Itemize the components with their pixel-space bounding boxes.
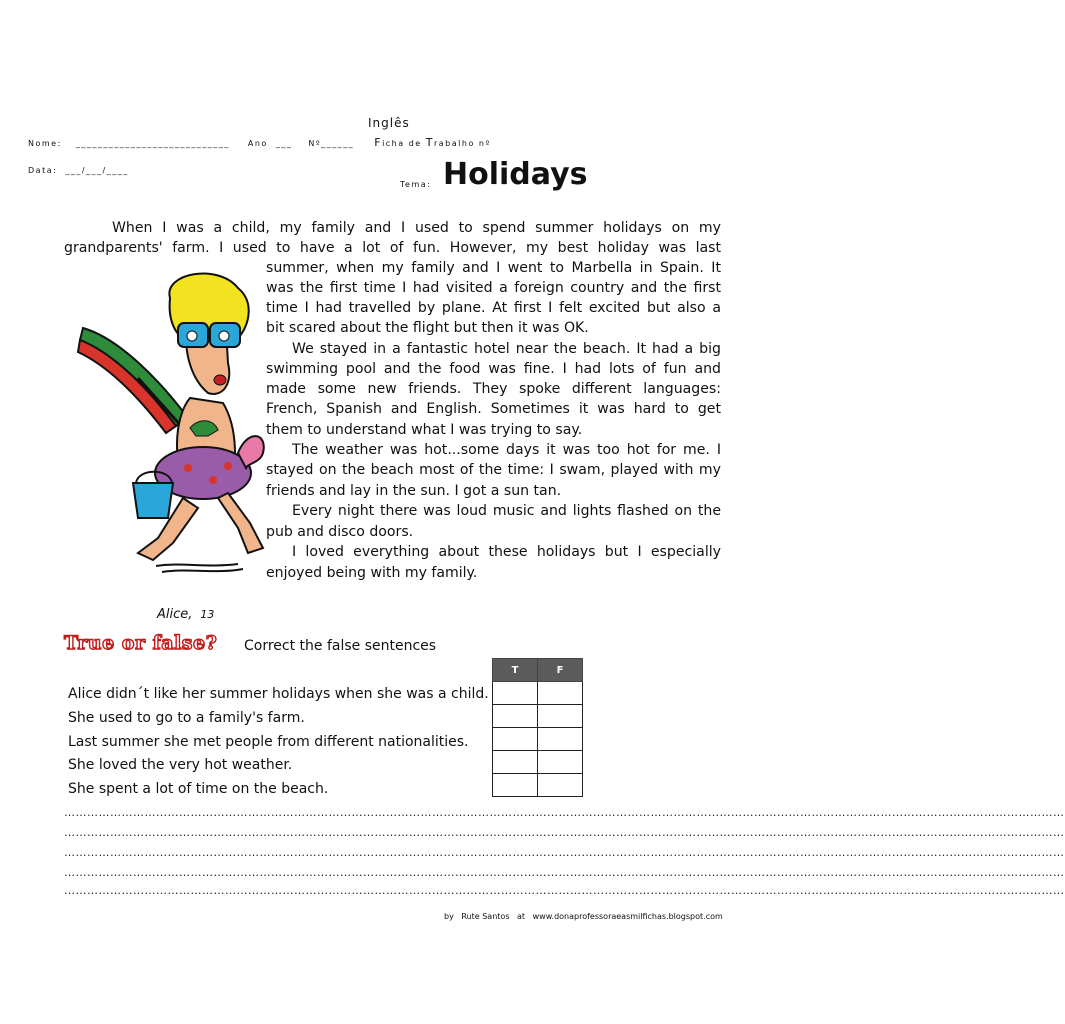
- statement-1: Alice didn´t like her summer holidays when she was a child.: [68, 686, 489, 702]
- story-line: bit scared about the flight but then it was OK.: [266, 320, 589, 336]
- number-label: Nº______: [308, 139, 355, 148]
- story-line: friends and lay in the sun. I got a sun tan.: [266, 483, 562, 499]
- story-line: pub and disco doors.: [266, 524, 414, 540]
- answer-box-true[interactable]: [493, 682, 538, 705]
- story-line: stayed on the beach most of the time: I swam, played with my: [266, 462, 721, 478]
- story-line: grandparents' farm. I used to have a lot of fun. However, my best holiday was last: [64, 240, 721, 256]
- date-blank: ___/___/____: [65, 166, 129, 175]
- answer-box-true[interactable]: [493, 774, 538, 797]
- beach-girl-clipart: [78, 268, 268, 582]
- year-label: Ano: [247, 139, 268, 148]
- table-header-row: [493, 659, 583, 682]
- name-label: Nome:: [28, 139, 62, 148]
- answer-box-false[interactable]: [538, 705, 583, 728]
- name-row: [28, 136, 491, 149]
- ficha-initial: F: [374, 136, 383, 149]
- answer-box-false[interactable]: [538, 728, 583, 751]
- subject-title: Inglês: [368, 116, 410, 130]
- name-blank: ____________________________: [75, 139, 230, 148]
- story-author: [157, 607, 214, 622]
- true-false-table: [492, 658, 583, 797]
- page-title: Holidays: [443, 157, 588, 192]
- story-line: When I was a child, my family and I used to spend summer holidays on my: [112, 220, 721, 236]
- statement-2: She used to go to a family's farm.: [68, 710, 305, 726]
- story-line: I loved everything about these holidays but I especially: [292, 544, 721, 560]
- credit-site[interactable]: www.donaprofessoraeasmilfichas.blogspot.com: [532, 912, 723, 921]
- beach-girl-icon: [78, 268, 268, 578]
- exercise-title: True or false?: [64, 632, 218, 654]
- answer-line[interactable]: ………………………………………………………………………………………………………………………………………………………………………………………………………………………………………: [64, 826, 1065, 839]
- credit-name: Rute Santos: [461, 912, 510, 921]
- story-line: The weather was hot...some days it was too hot for me. I: [292, 442, 721, 458]
- column-false: F: [538, 659, 583, 682]
- answer-box-true[interactable]: [493, 705, 538, 728]
- story-line: them to understand what I was trying to say.: [266, 422, 583, 438]
- trabalho-initial: T: [425, 136, 434, 149]
- story-line: swimming pool and the food was fine. I had lots of fun and: [266, 361, 721, 377]
- story-line: summer, when my family and I went to Marbella in Spain. It: [266, 260, 721, 276]
- answer-box-false[interactable]: [538, 774, 583, 797]
- answer-box-false[interactable]: [538, 751, 583, 774]
- answer-box-false[interactable]: [538, 682, 583, 705]
- year-blank: ___: [275, 139, 293, 148]
- author-name: Alice,: [157, 607, 193, 622]
- statement-3: Last summer she met people from different nationalities.: [68, 734, 469, 750]
- story-line: was the first time I had visited a foreign country and the first: [266, 280, 721, 296]
- answer-line[interactable]: ………………………………………………………………………………………………………………………………………………………………………………………………………………………………………: [64, 866, 1065, 879]
- ficha-rest: icha de: [382, 139, 422, 148]
- story-line: enjoyed being with my family.: [266, 565, 478, 581]
- table-row: [493, 705, 583, 728]
- trabalho-rest: rabalho nº: [433, 139, 491, 148]
- answer-line[interactable]: ………………………………………………………………………………………………………………………………………………………………………………………………………………………………………: [64, 806, 1065, 819]
- story-line: French, Spanish and English. Sometimes it was hard to get: [266, 401, 721, 417]
- credit-line: [444, 912, 723, 921]
- date-row: [28, 166, 129, 175]
- tema-label: Tema:: [400, 180, 432, 189]
- worksheet-label: [374, 136, 491, 149]
- credit-by: by: [444, 912, 454, 921]
- story-line: made some new friends. They spoke different languages:: [266, 381, 721, 397]
- story-line: We stayed in a fantastic hotel near the beach. It had a big: [292, 341, 721, 357]
- column-true: T: [493, 659, 538, 682]
- answer-box-true[interactable]: [493, 728, 538, 751]
- statement-5: She spent a lot of time on the beach.: [68, 781, 329, 797]
- statement-4: She loved the very hot weather.: [68, 757, 293, 773]
- answer-line[interactable]: ………………………………………………………………………………………………………………………………………………………………………………………………………………………………………: [64, 846, 1065, 859]
- exercise-instruction: Correct the false sentences: [244, 638, 437, 654]
- table-row: [493, 774, 583, 797]
- table-row: [493, 682, 583, 705]
- answer-line[interactable]: ………………………………………………………………………………………………………………………………………………………………………………………………………………………………………: [64, 884, 1065, 897]
- date-label: Data:: [28, 166, 58, 175]
- story-line: Every night there was loud music and lights flashed on the: [292, 503, 721, 519]
- story-line: time I had travelled by plane. At first I felt excited but also a: [266, 300, 721, 316]
- answer-box-true[interactable]: [493, 751, 538, 774]
- table-row: [493, 751, 583, 774]
- author-age: 13: [200, 608, 215, 621]
- table-row: [493, 728, 583, 751]
- credit-at: at: [517, 912, 526, 921]
